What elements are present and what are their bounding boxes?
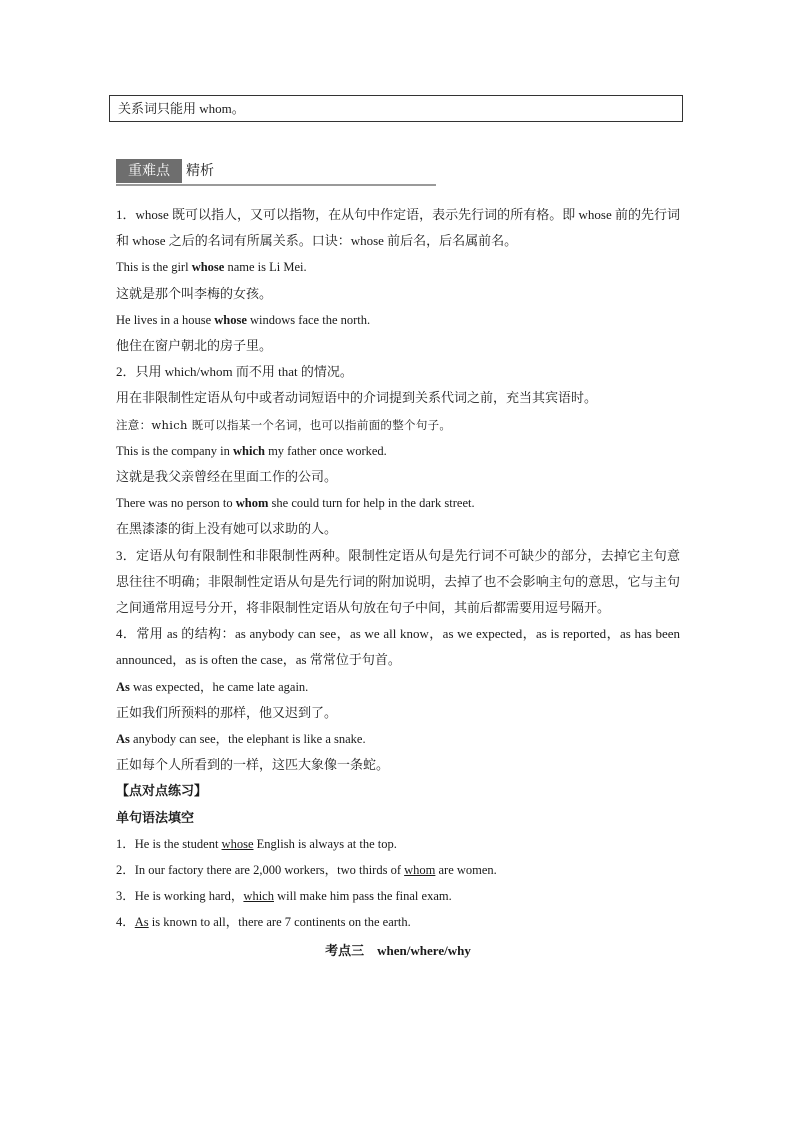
point-3: 3．定语从句有限制性和非限制性两种。限制性定语从句是先行词不可缺少的部分，去掉它主句意思往往不明确；非限制性定语从句是先行词的附加说明，去掉了也不会影响主句的意思，它与主句之间通常用逗号分开，将非限制性定语从句放在句子中间，其前后都需要用逗号隔开。 [116,547,680,616]
example-5: As was expected，he came late again. [116,679,309,694]
note: 注意：which 既可以指某一个名词，也可以指前面的整个句子。 [116,417,452,432]
continued-note-text: 关系词只能用 whom。 [118,101,245,116]
example-1-translation: 这就是那个叫李梅的女孩。 [116,285,273,301]
example-4-translation: 在黑漆漆的街上没有她可以求助的人。 [116,521,338,537]
example-2-translation: 他住在窗户朝北的房子里。 [116,338,273,354]
point-1: 1．whose 既可以指人，又可以指物，在从句中作定语，表示先行词的所有格。即 whose 前的先行词和 whose 之后的名词有所属关系。口诀：whose 前后名，后名属前名。 [116,207,680,249]
section-title: 精析 [186,163,214,179]
question-1: 1．He is the student whose English is always at the top. [116,836,397,851]
example-6: As anybody can see，the elephant is like a snake. [116,732,366,747]
question-3: 3．He is working hard，which will make him pass the final exam. [116,889,452,904]
example-6-translation: 正如每个人所看到的一样，这匹大象像一条蛇。 [116,757,390,773]
next-topic-heading: 考点三 when/where/why [325,942,471,958]
answer-1: whose [221,836,254,851]
continued-note-box [109,95,683,122]
point-2-detail: 用在非限制性定语从句中或者动词短语中的介词提到关系代词之前，充当其宾语时。 [116,390,598,406]
practice-subtitle: 单句语法填空 [116,809,195,825]
example-3-translation: 这就是我父亲曾经在里面工作的公司。 [116,469,338,485]
point-2: 2．只用 which/whom 而不用 that 的情况。 [116,364,353,380]
section-header [116,159,436,187]
question-4: 4．As is known to all，there are 7 continents on the earth. [116,915,411,930]
practice-title: 【点对点练习】 [116,783,208,799]
example-1: This is the girl whose name is Li Mei. [116,260,307,275]
point-4: 4．常用 as 的结构：as anybody can see，as we all know，as we expected，as is reported，as has been announced，as is often the case，as 常常位于句首。 [116,626,680,668]
example-2: He lives in a house whose windows face the north. [116,312,371,327]
main-content [116,202,680,964]
section-badge: 重难点 [116,159,182,183]
answer-3: which [243,889,274,904]
answer-4: As [134,915,149,930]
question-2: 2．In our factory there are 2,000 workers，two thirds of whom are women. [116,863,497,878]
example-5-translation: 正如我们所预料的那样，他又迟到了。 [116,704,338,720]
section-rule [116,184,436,186]
answer-2: whom [404,863,436,878]
example-3: This is the company in which my father once worked. [116,443,387,458]
example-4: There was no person to whom she could turn for help in the dark street. [116,496,475,511]
